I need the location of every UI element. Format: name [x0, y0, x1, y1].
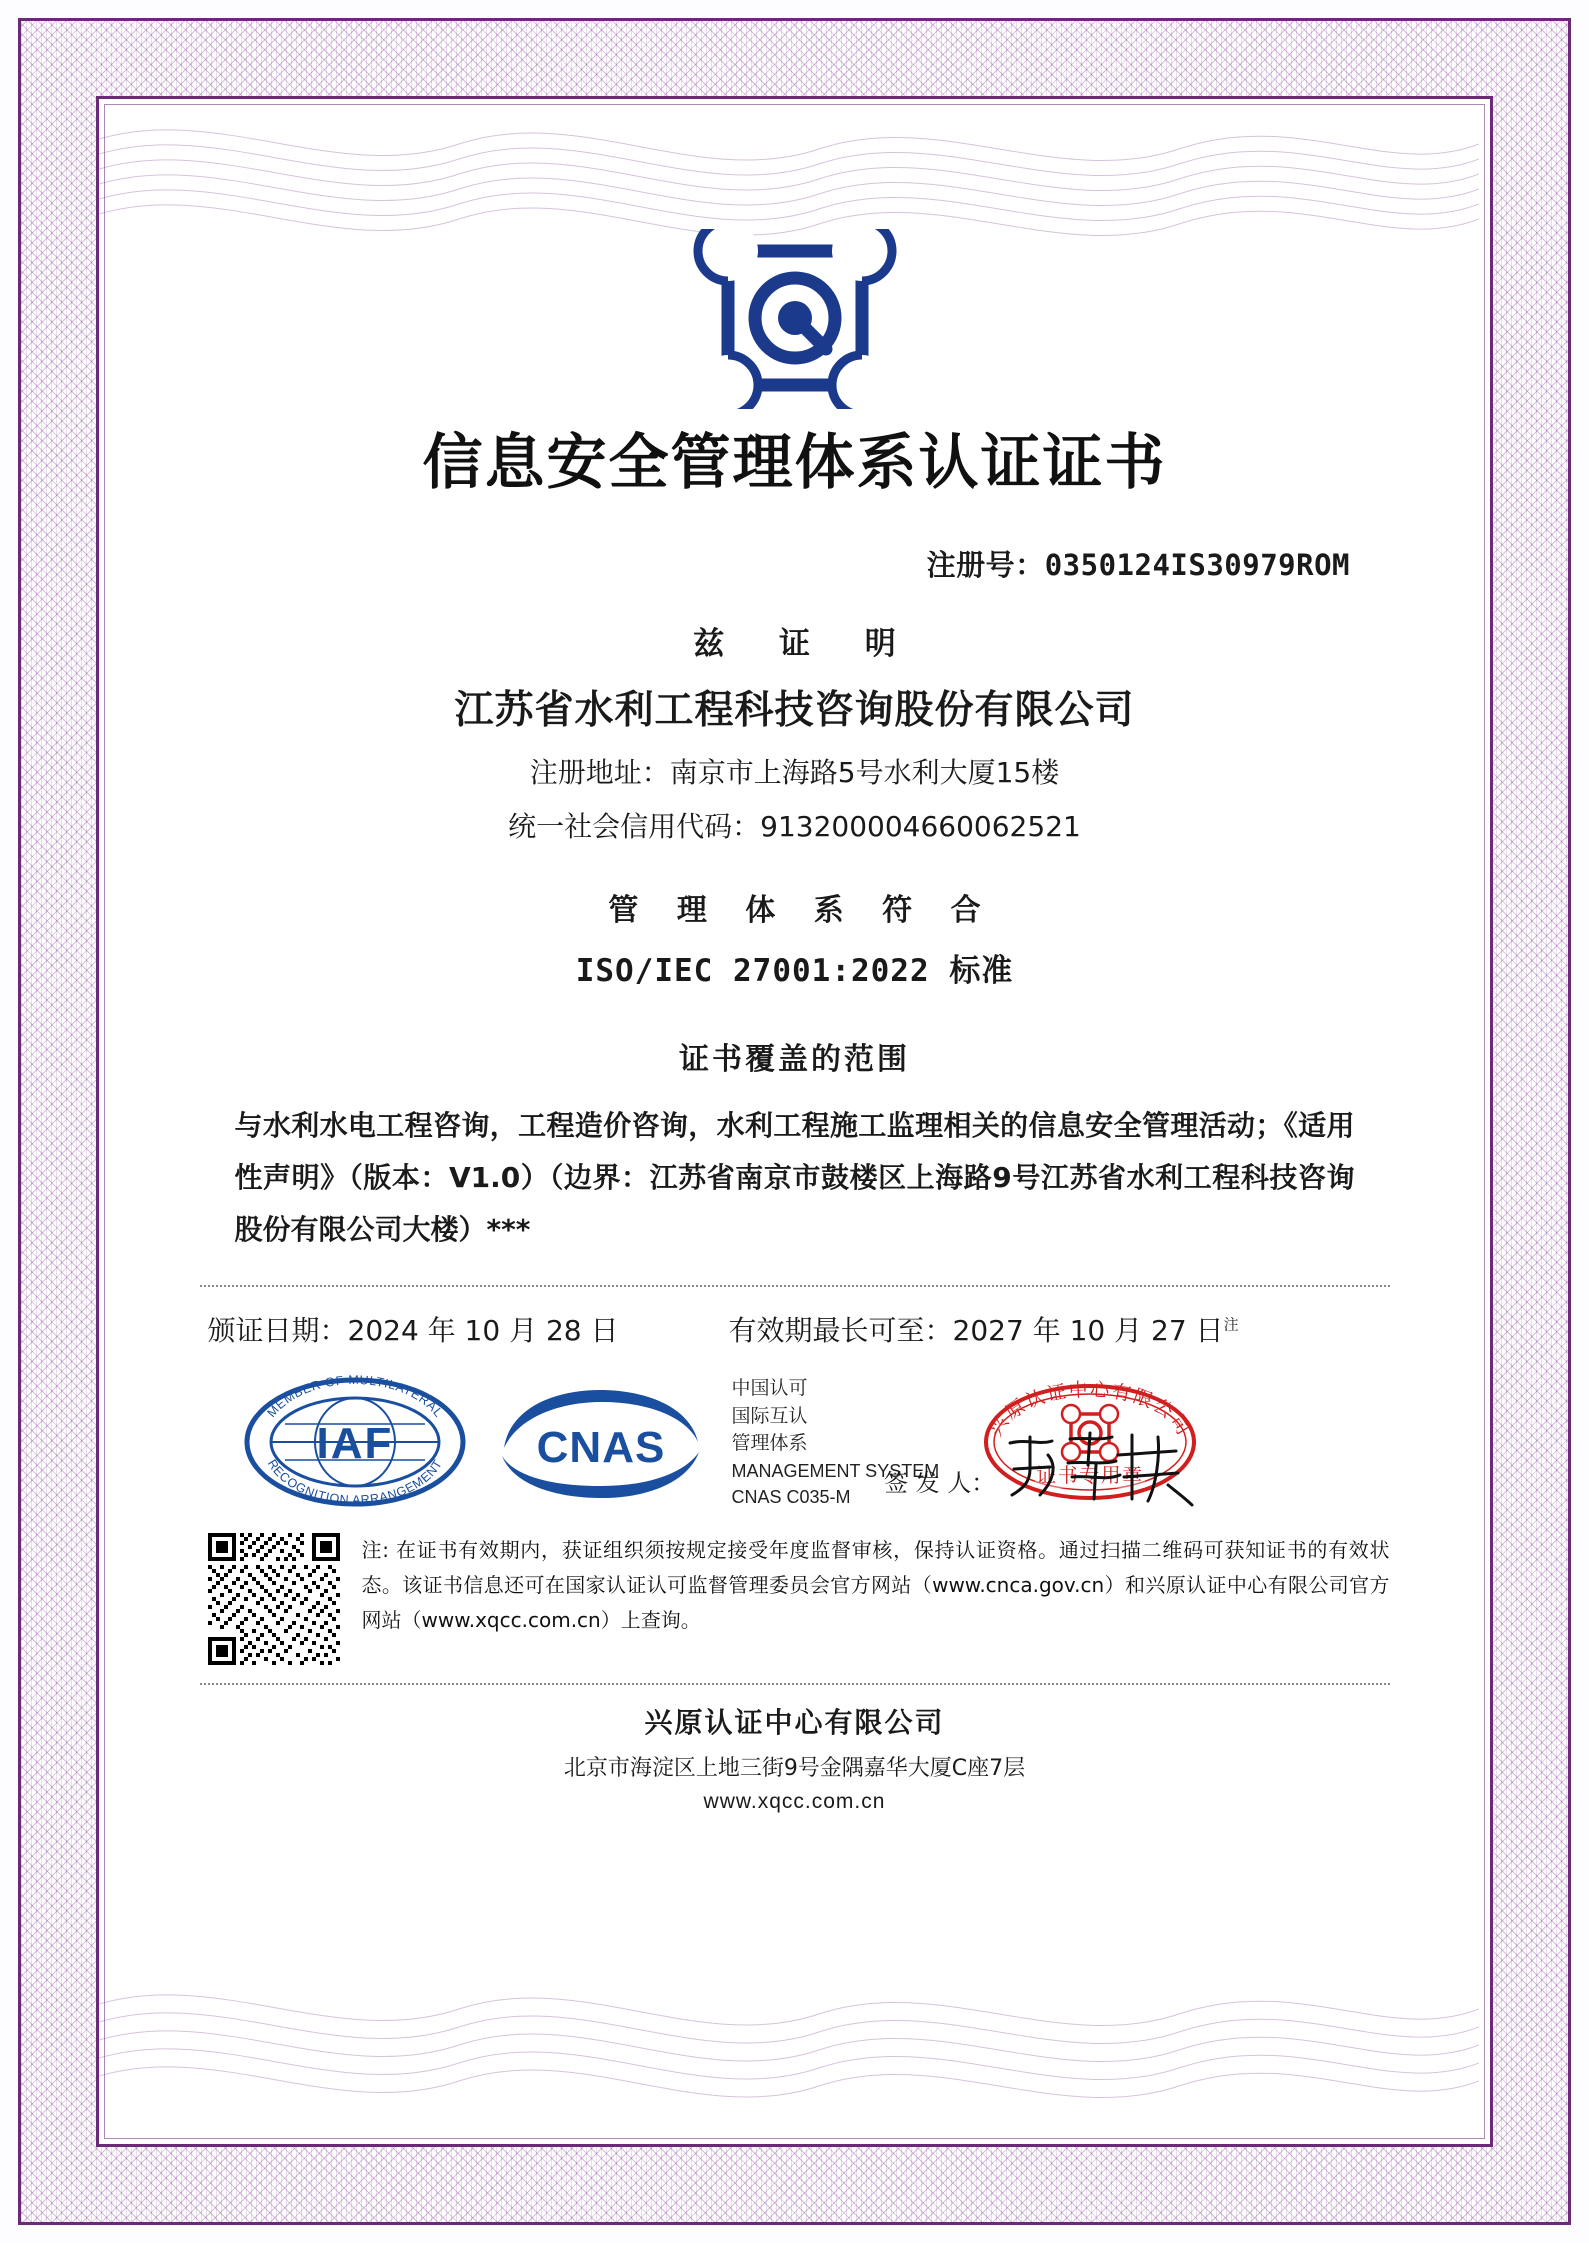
scope-title: 证书覆盖的范围 [679, 1042, 910, 1077]
scope-body: 与水利水电工程咨询，工程造价咨询，水利工程施工监理相关的信息安全管理活动；《适用性声明》（版本：V1.0）（边界：江苏省南京市鼓楼区上海路9号江苏省水利工程科技咨询股份有限公司大楼）*** [234, 1109, 1355, 1246]
note-text-block [362, 1533, 1390, 1638]
handwritten-signature [1000, 1425, 1195, 1510]
unified-credit-code: 统一社会信用代码：913200004660062521 [508, 810, 1081, 843]
certificate-content [207, 209, 1390, 2034]
signature-label: 签 发 人： [883, 1469, 996, 1498]
standard-line [576, 945, 1014, 990]
note-text: 在证书有效期内，获证组织须按规定接受年度监督审核，保持认证资格。通过扫描二维码可获知证书的有效状态。该证书信息还可在国家认证认可监督管理委员会官方网站（www.cnca.gov.cn）和兴原认证中心有限公司官方网站（www.xqcc.com.cn）上查询。 [361, 1538, 1390, 1633]
svg-text:CNAS: CNAS [536, 1423, 665, 1473]
divider-bottom [200, 1683, 1390, 1685]
cnas-line-3: 管理体系 [731, 1432, 808, 1455]
note-row [200, 1533, 1390, 1665]
cnas-line-2: 国际互认 [731, 1404, 808, 1427]
standard-code: ISO/IEC 27001:2022 [575, 953, 930, 989]
registration-number [927, 548, 1350, 582]
red-seal-icon [975, 1372, 1205, 1512]
expiry-date-wrap [729, 1309, 1239, 1349]
svg-text:证书专用章: 证书专用章 [1036, 1463, 1144, 1488]
official-seal [883, 1372, 1205, 1512]
watermark-wave-bottom [99, 1964, 1479, 2144]
note-lead: 注: [361, 1538, 389, 1563]
cnas-description [732, 1375, 940, 1510]
footer-organization: 兴原认证中心有限公司 [644, 1706, 945, 1740]
footer-address: 北京市海淀区上地三街9号金隅嘉华大厦C座7层 [563, 1756, 1026, 1782]
decorative-inner-frame [96, 96, 1493, 2147]
dates-row [200, 1309, 1390, 1349]
registration-number-label: 注册号： [926, 548, 1045, 582]
registered-address: 注册地址：南京市上海路5号水利大厦15楼 [529, 756, 1060, 789]
svg-text:兴原认证中心有限公司: 兴原认证中心有限公司 [984, 1379, 1196, 1441]
expiry-date-superscript: 注 [1223, 1316, 1239, 1335]
page-title: 信息安全管理体系认证证书 [422, 428, 1167, 498]
divider-top [200, 1285, 1390, 1287]
iaf-logo-icon [240, 1372, 470, 1512]
expiry-date: 有效期最长可至：2027 年 10 月 27 日 [728, 1314, 1224, 1348]
registration-number-row [219, 543, 1370, 584]
svg-text:RECOGNITION ARRANGEMENT: RECOGNITION ARRANGEMENT [264, 1457, 445, 1508]
cnas-line-1: 中国认可 [731, 1376, 808, 1399]
conformity-label: 管 理 体 系 符 合 [608, 893, 995, 928]
cnas-code: CNAS C035-M [731, 1486, 851, 1507]
accreditation-logos-row [200, 1367, 1390, 1517]
svg-text:MEMBER OF MULTILATERAL: MEMBER OF MULTILATERAL [263, 1373, 446, 1421]
company-name: 江苏省水利工程科技咨询股份有限公司 [454, 688, 1135, 733]
cnas-line-en: MANAGEMENT SYSTEM [731, 1460, 940, 1481]
xqcc-emblem-icon [690, 229, 900, 409]
footer [564, 1701, 1025, 1814]
standard-suffix: 标准 [949, 953, 1014, 989]
cnas-logo-icon [496, 1382, 706, 1502]
issue-date: 颁证日期：2024 年 10 月 28 日 [207, 1314, 619, 1348]
qr-code[interactable] [208, 1533, 340, 1665]
registration-number-value: 0350124IS30979ROM [1044, 548, 1350, 582]
hereby-certify-label: 兹 证 明 [693, 626, 918, 662]
watermark-wave-top [99, 99, 1479, 279]
svg-text:IAF: IAF [316, 1419, 393, 1469]
footer-website[interactable]: www.xqcc.com.cn [703, 1790, 886, 1814]
